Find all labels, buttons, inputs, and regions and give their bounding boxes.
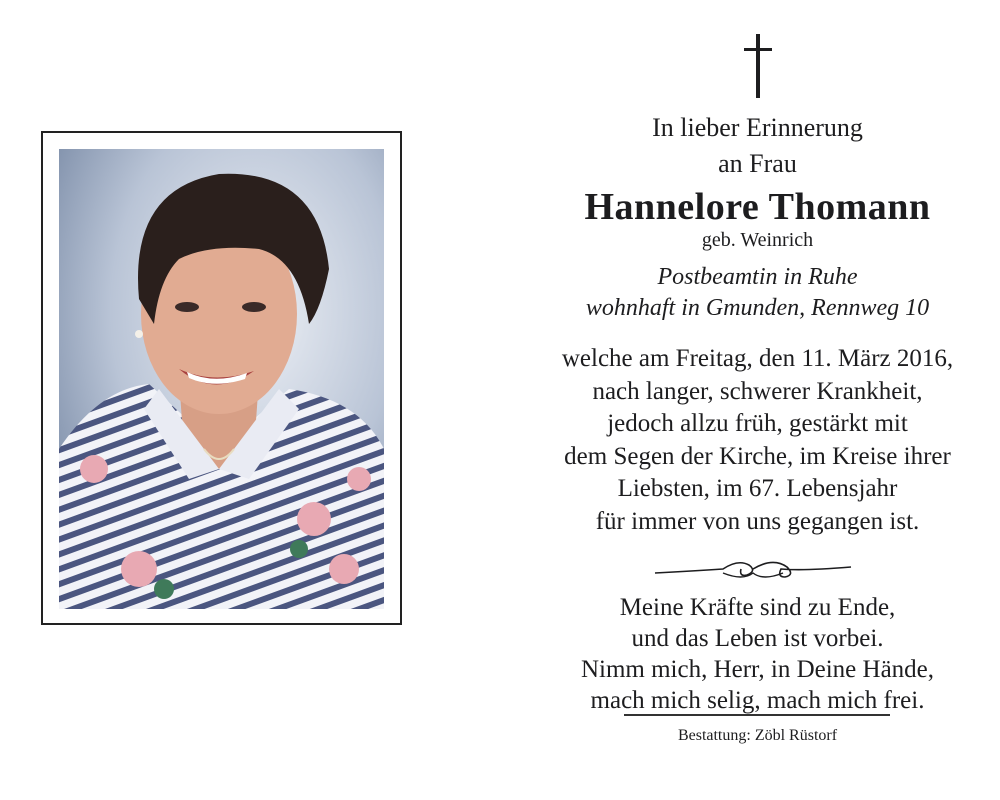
portrait-photo: [59, 149, 384, 609]
intro-text: [520, 110, 995, 182]
intro-line: In lieber Erinnerung: [652, 113, 863, 142]
notice-line: für immer von uns gegangen ist.: [595, 507, 920, 535]
death-notice-text: [520, 343, 995, 538]
notice-line: Liebsten, im 67. Lebensjahr: [617, 475, 898, 502]
notice-line: welche am Freitag, den 11. März 2016,: [561, 345, 954, 372]
intro-line: an Frau: [718, 149, 797, 178]
notice-line: jedoch allzu früh, gestärkt mit: [607, 410, 908, 437]
verse-line: Nimm mich, Herr, in Deine Hände,: [580, 656, 935, 683]
latin-cross-icon: [744, 34, 772, 98]
flourish-divider-icon: [653, 553, 853, 585]
divider-rule: [624, 714, 890, 716]
occupation-address: [520, 262, 995, 324]
portrait-illustration: [59, 149, 384, 609]
notice-line: nach langer, schwerer Krankheit,: [592, 377, 923, 405]
notice-line: dem Segen der Kirche, im Kreise ihrer: [564, 442, 951, 470]
verse-line: und das Leben ist vorbei.: [631, 625, 884, 652]
verse-text: [520, 592, 995, 716]
occupation-line: Postbeamtin in Ruhe: [657, 264, 858, 290]
deceased-name: Hannelore Thomann: [584, 186, 931, 228]
address-line: wohnhaft in Gmunden, Rennweg 10: [585, 295, 930, 321]
verse-line: mach mich selig, mach mich frei.: [590, 687, 925, 714]
verse-line: Meine Kräfte sind zu Ende,: [619, 594, 896, 621]
portrait-frame: [41, 131, 402, 625]
undertaker-credit: Bestattung: Zöbl Rüstorf: [677, 727, 838, 744]
maiden-name: geb. Weinrich: [701, 229, 814, 251]
